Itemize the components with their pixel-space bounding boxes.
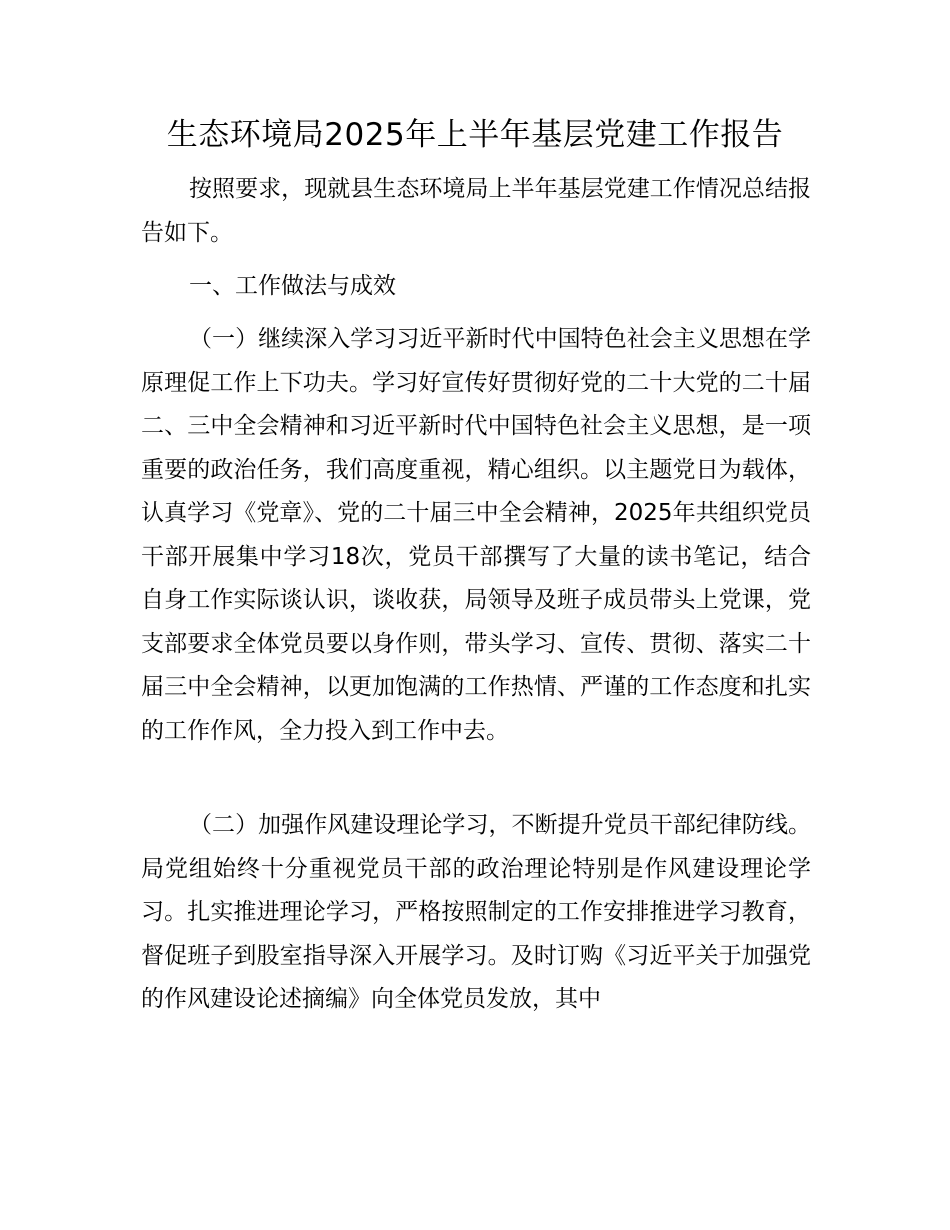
section-heading: 一、工作做法与成效	[189, 273, 396, 299]
intro-paragraph: 按照要求，现就县生态环境局上半年基层党建工作情况总结报告如下。	[141, 176, 811, 246]
paragraph-item-one: （一）继续深入学习习近平新时代中国特色社会主义思想在学原理促工作上下功夫。学习好宣传好贯彻好党的二十大党的二十届二、三中全会精神和习近平新时代中国特色社会主义思想，是一项重要的政治任务，我们高度重视，精心组织。以主题党日为载体，认真学习《党章》、党的二十届三中全会精神，2025年共组织党员干部开展集中学习18次，党员干部撰写了大量的读书笔记，结合自身工作实际谈认识，谈收获，局领导及班子成员带头上党课，党支部要求全体党员要以身作则，带头学习、宣传、贯彻、落实二十届三中全会精神，以更加饱满的工作热情、严谨的工作态度和扎实的工作作风，全力投入到工作中去。	[141, 326, 811, 744]
document-title: 生态环境局2025年上半年基层党建工作报告	[166, 117, 784, 153]
paragraph-item-two: （二）加强作风建设理论学习，不断提升党员干部纪律防线。局党组始终十分重视党员干部的政治理论特别是作风建设理论学习。扎实推进理论学习，严格按照制定的工作安排推进学习教育，督促班子到股室指导深入开展学习。及时订购《习近平关于加强党的作风建设论述摘编》向全体党员发放，其中	[141, 812, 811, 1012]
